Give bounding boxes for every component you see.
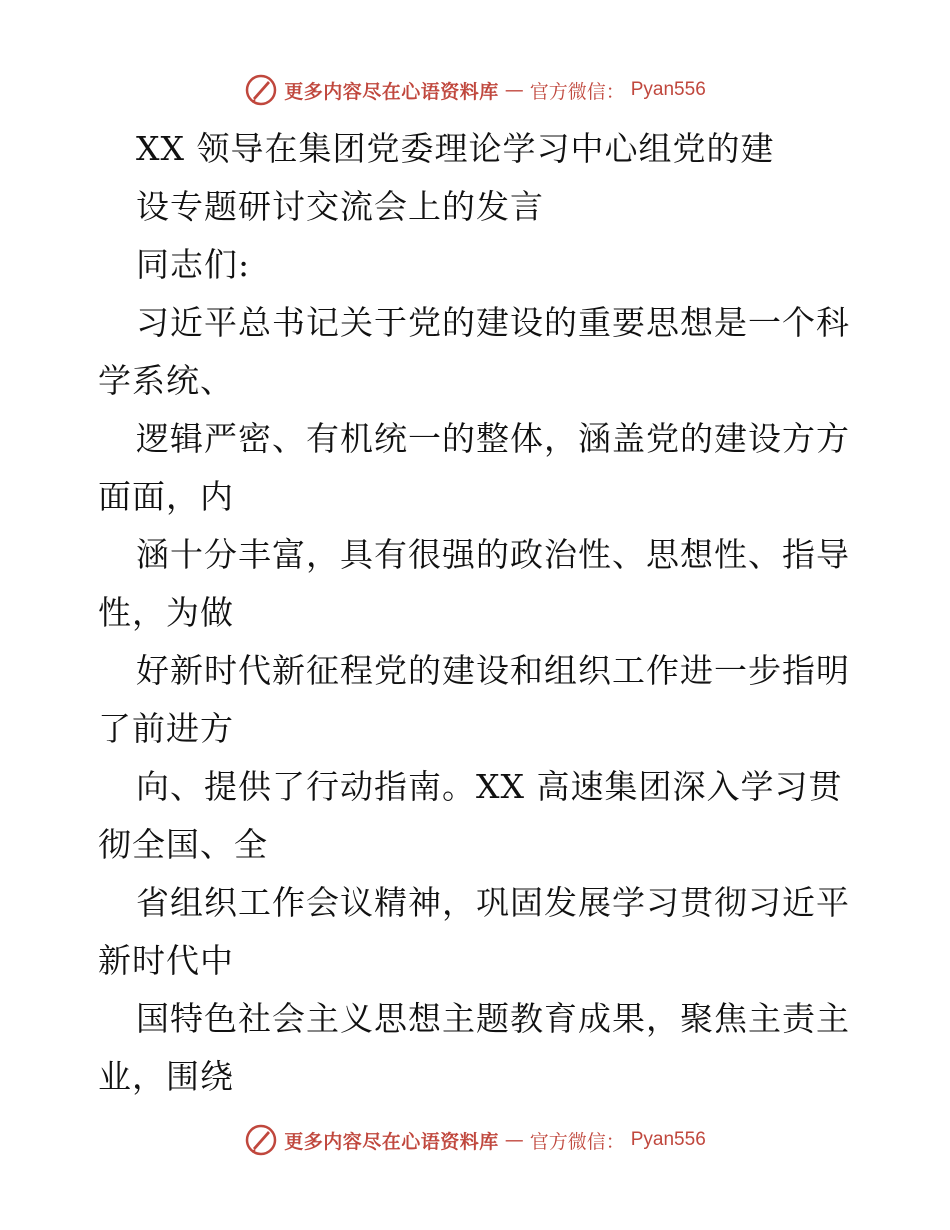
doc-line: 设专题研讨交流会上的发言	[136, 187, 544, 226]
banner-separator: —	[504, 1129, 524, 1151]
quill-logo-icon	[244, 1123, 278, 1157]
doc-line: 学系统、	[98, 361, 234, 400]
header-banner	[0, 70, 950, 110]
banner-separator: —	[504, 79, 524, 101]
doc-line: 同志们:	[136, 245, 251, 284]
banner-wechat-label: 官方微信：	[529, 80, 625, 103]
banner-wechat-id: Pyan556	[630, 79, 706, 100]
doc-line: 省组织工作会议精神，巩固发展学习贯彻习近平	[136, 883, 850, 922]
doc-line: 性，为做	[98, 593, 234, 632]
doc-line: XX 领导在集团党委理论学习中心组党的建	[136, 129, 775, 168]
doc-line: 向、提供了行动指南。XX 高速集团深入学习贯	[136, 767, 843, 806]
doc-line: 面面，内	[98, 477, 234, 516]
banner-text: 更多内容尽在心语资料库	[284, 1130, 499, 1153]
doc-line: 了前进方	[98, 709, 234, 748]
footer-banner	[0, 1120, 950, 1160]
doc-line: 习近平总书记关于党的建设的重要思想是一个科	[136, 303, 850, 342]
quill-logo-icon	[244, 73, 278, 107]
banner-text: 更多内容尽在心语资料库	[284, 80, 499, 103]
doc-line: 好新时代新征程党的建设和组织工作进一步指明	[136, 651, 850, 690]
doc-line: 逻辑严密、有机统一的整体，涵盖党的建设方方	[136, 419, 850, 458]
doc-line: 涵十分丰富，具有很强的政治性、思想性、指导	[136, 535, 850, 574]
doc-line: 彻全国、全	[98, 825, 268, 864]
banner-wechat-label: 官方微信：	[529, 1130, 625, 1153]
banner-wechat-id: Pyan556	[630, 1129, 706, 1150]
document-body	[98, 120, 858, 1106]
doc-line: 业，围绕	[98, 1057, 234, 1096]
doc-line: 国特色社会主义思想主题教育成果，聚焦主责主	[136, 999, 850, 1038]
doc-line: 新时代中	[98, 941, 234, 980]
